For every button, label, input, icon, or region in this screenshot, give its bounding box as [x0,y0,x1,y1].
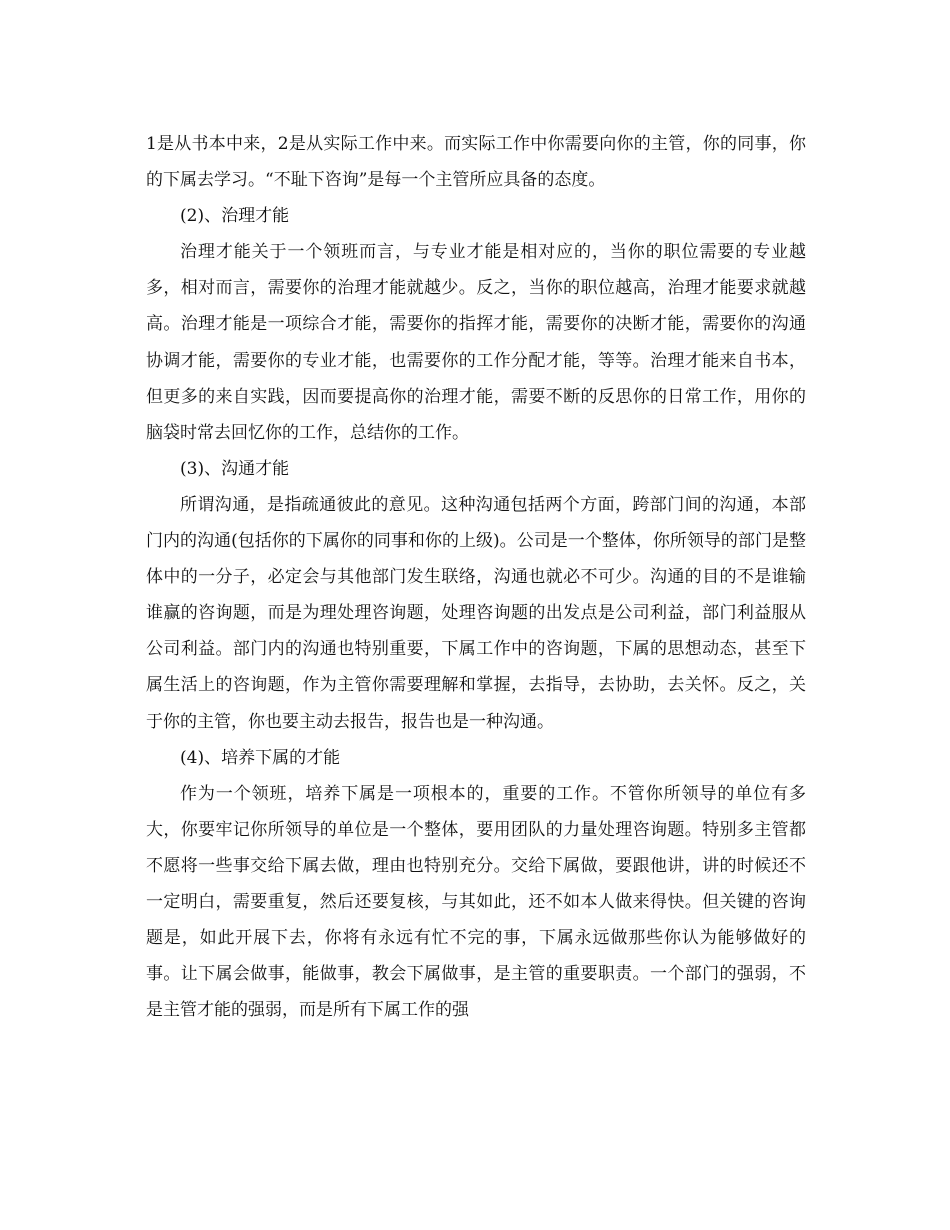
paragraph-communication-ability: 所谓沟通，是指疏通彼此的意见。这种沟通包括两个方面，跨部门间的沟通，本部门内的沟通(包括你的下属你的同事和你的上级)。公司是一个整体，你所领导的部门是整体中的一分子，必定会与其他部门发生联络，沟通也就必不可少。沟通的目的不是谁输谁赢的咨询题，而是为理处理咨询题，处理咨询题的出发点是公司利益，部门利益服从公司利益。部门内的沟通也特别重要，下属工作中的咨询题，下属的思想动态，甚至下属生活上的咨询题，作为主管你需要理解和掌握，去指导，去协助，去关怀。反之，关于你的主管，你也要主动去报告，报告也是一种沟通。 [146,494,806,732]
document-body [146,126,806,1028]
paragraph-learning-sources: 1是从书本中来，2是从实际工作中来。而实际工作中你需要向你的主管，你的同事，你的下属去学习。“不耻下咨询”是每一个主管所应具备的态度。 [146,134,806,191]
heading-communication-ability: (3)、沟通才能 [180,458,290,479]
heading-subordinate-training: (4)、培养下属的才能 [180,747,341,768]
paragraph-subordinate-training: 作为一个领班，培养下属是一项根本的，重要的工作。不管你所领导的单位有多大，你要牢记你所领导的单位是一个整体，要用团队的力量处理咨询题。特别多主管都不愿将一些事交给下属去做，理由也特别充分。交给下属做，要跟他讲，讲的时候还不一定明白，需要重复，然后还要复核，与其如此，还不如本人做来得快。但关键的咨询题是，如此开展下去，你将有永远有忙不完的事，下属永远做那些你认为能够做好的事。让下属会做事，能做事，教会下属做事，是主管的重要职责。一个部门的强弱，不是主管才能的强弱，而是所有下属工作的强 [146,783,806,1021]
heading-management-ability: (2)、治理才能 [180,206,290,227]
paragraph-management-ability: 治理才能关于一个领班而言，与专业才能是相对应的，当你的职位需要的专业越多，相对而言，需要你的治理才能就越少。反之，当你的职位越高，治理才能要求就越高。治理才能是一项综合才能，需要你的指挥才能，需要你的决断才能，需要你的沟通协调才能，需要你的专业才能，也需要你的工作分配才能，等等。治理才能来自书本，但更多的来自实践，因而要提高你的治理才能，需要不断的反思你的日常工作，用你的脑袋时常去回忆你的工作，总结你的工作。 [146,242,806,443]
